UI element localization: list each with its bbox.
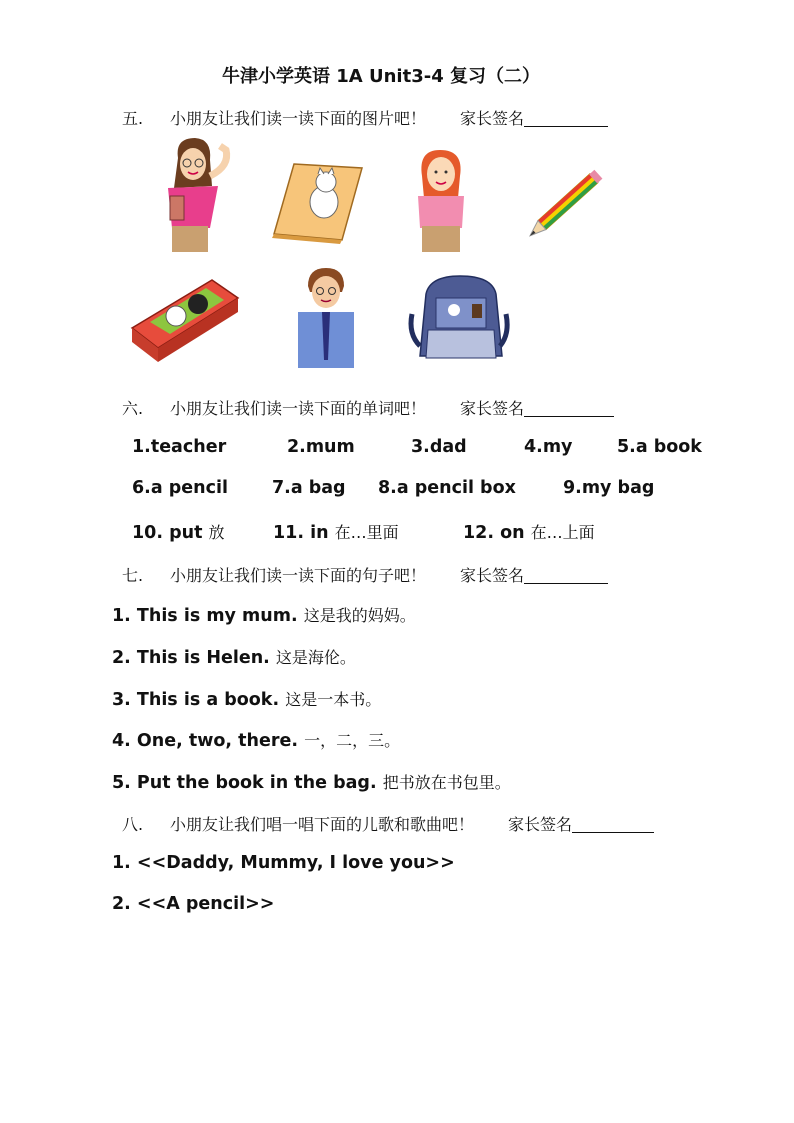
dad-icon — [294, 266, 358, 368]
sentence-item — [112, 687, 381, 710]
song-item: 2. <<A pencil>> — [112, 894, 275, 914]
sentence-item — [112, 645, 356, 668]
teacher-icon — [150, 136, 240, 254]
word-item: 5.a book — [617, 437, 702, 457]
signature-blank[interactable] — [524, 400, 614, 417]
word-item — [273, 520, 399, 543]
word-item: 6.a pencil — [132, 478, 228, 498]
section-number: 六. — [122, 399, 144, 418]
word-item: 4.my — [524, 437, 573, 457]
word-item — [463, 520, 595, 543]
sentence-en: 1. This is my mum. — [112, 606, 298, 626]
word-cn: 在…上面 — [530, 523, 595, 542]
word-item: 8.a pencil box — [378, 478, 516, 498]
section-instruction: 小朋友让我们读一读下面的句子吧！ — [170, 566, 427, 585]
word-en: 10. put — [132, 523, 203, 543]
section-7-header — [122, 563, 608, 586]
word-en: 11. in — [273, 523, 329, 543]
sentence-en: 4. One, two, there. — [112, 731, 298, 751]
section-number: 七. — [122, 566, 144, 585]
sentence-cn: 这是海伦。 — [275, 648, 356, 667]
pencil-box-icon — [128, 278, 240, 364]
sentence-en: 5. Put the book in the bag. — [112, 773, 377, 793]
section-number: 八. — [122, 815, 144, 834]
signature-blank[interactable] — [524, 110, 608, 127]
song-item: 1. <<Daddy, Mummy, I love you>> — [112, 853, 455, 873]
sentence-item — [112, 603, 416, 626]
sentence-cn: 一，二，三。 — [304, 731, 401, 750]
signature-blank[interactable] — [524, 567, 608, 584]
section-6-header — [122, 396, 614, 419]
word-item: 3.dad — [411, 437, 467, 457]
word-item: 9.my bag — [563, 478, 655, 498]
word-cn: 在…里面 — [334, 523, 399, 542]
parent-signature-label: 家长签名 — [460, 566, 525, 585]
parent-signature-label: 家长签名 — [508, 815, 573, 834]
pencil-icon — [524, 164, 600, 250]
sentence-cn: 把书放在书包里。 — [382, 773, 511, 792]
parent-signature-label: 家长签名 — [460, 399, 525, 418]
sentence-item — [112, 770, 511, 793]
book-icon — [272, 160, 364, 242]
mum-icon — [412, 146, 470, 252]
section-instruction: 小朋友让我们读一读下面的图片吧！ — [170, 109, 427, 128]
sentence-en: 3. This is a book. — [112, 690, 280, 710]
word-en: 12. on — [463, 523, 525, 543]
word-item: 7.a bag — [272, 478, 346, 498]
section-5-header — [122, 106, 608, 129]
signature-blank[interactable] — [572, 816, 654, 833]
page-title: 牛津小学英语 1A Unit3-4 复习（二） — [222, 66, 540, 87]
section-instruction: 小朋友让我们唱一唱下面的儿歌和歌曲吧！ — [170, 815, 475, 834]
sentence-item — [112, 728, 400, 751]
word-cn: 放 — [208, 523, 225, 542]
word-item: 2.mum — [287, 437, 355, 457]
parent-signature-label: 家长签名 — [460, 109, 525, 128]
sentence-cn: 这是我的妈妈。 — [303, 606, 416, 625]
section-number: 五. — [122, 109, 144, 128]
sentence-en: 2. This is Helen. — [112, 648, 270, 668]
bag-icon — [406, 274, 512, 366]
word-item: 1.teacher — [132, 437, 227, 457]
word-item — [132, 520, 225, 543]
sentence-cn: 这是一本书。 — [285, 690, 382, 709]
section-instruction: 小朋友让我们读一读下面的单词吧！ — [170, 399, 427, 418]
section-8-header — [122, 812, 654, 835]
